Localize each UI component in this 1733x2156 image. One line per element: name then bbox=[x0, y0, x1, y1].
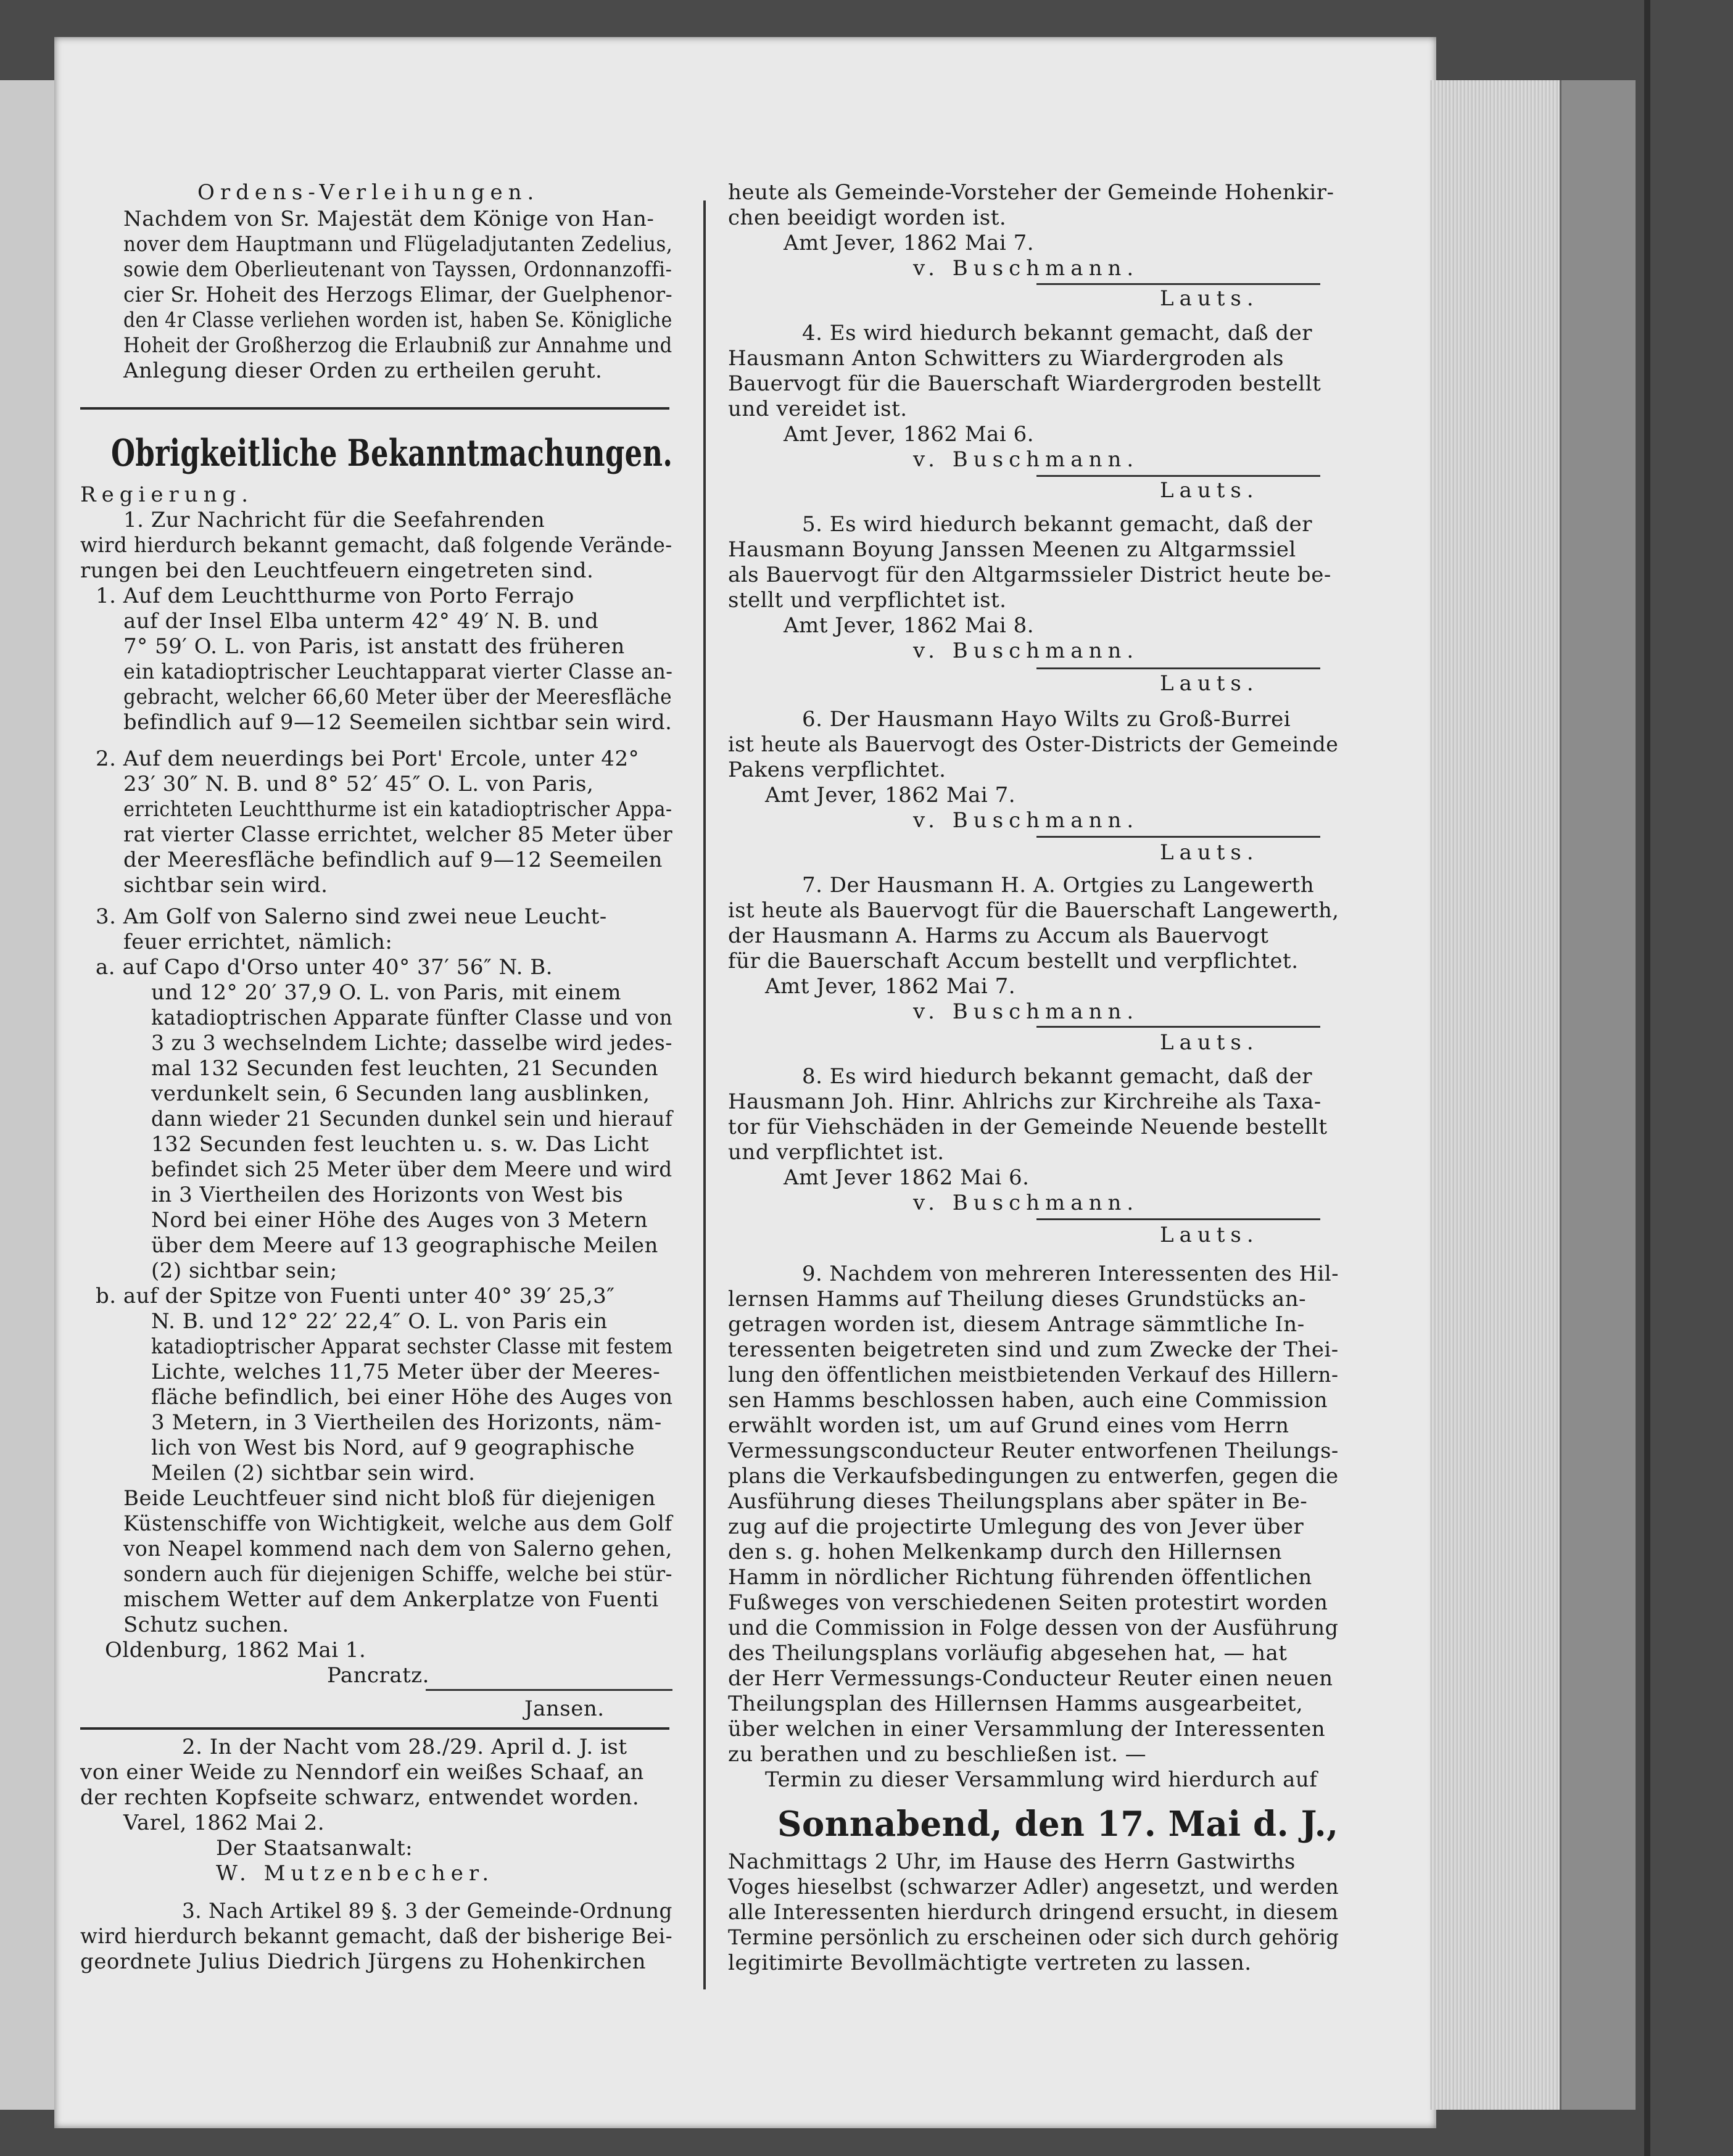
body-line: ist heute als Bauervogt des Oster-Districts der Gemeinde bbox=[728, 732, 1339, 757]
body-line: 1. Auf dem Leuchtthurme von Porto Ferrajo bbox=[96, 584, 574, 608]
body-line: befindlich auf 9—12 Seemeilen sichtbar sein wird. bbox=[123, 710, 672, 735]
orders-heading: Ordens-Verleihungen. bbox=[197, 180, 540, 205]
body-line: und die Commission in Folge dessen von der Ausführung bbox=[728, 1616, 1339, 1640]
body-line: der Herr Vermessungs-Conducteur Reuter einen neuen bbox=[728, 1666, 1333, 1691]
body-line: über dem Meere auf 13 geographische Meilen bbox=[151, 1233, 658, 1258]
body-line: ein katadioptrischer Leuchtapparat vierter Classe an- bbox=[123, 659, 673, 684]
body-line: N. B. und 12° 22′ 22,4″ O. L. von Paris ein bbox=[151, 1309, 608, 1334]
body-line: 4. Es wird hiedurch bekannt gemacht, daß der bbox=[802, 321, 1313, 345]
signature: W. Mutzenbecher. bbox=[216, 1861, 495, 1886]
body-line: dann wieder 21 Secunden dunkel sein und hierauf bbox=[151, 1107, 673, 1131]
body-line: stellt und verpflichtet ist. bbox=[728, 588, 1007, 613]
signature-rule bbox=[1036, 1218, 1320, 1220]
signature: Lauts. bbox=[1160, 286, 1259, 311]
body-line: des Theilungsplans vorläufig abgesehen hat, — hat bbox=[728, 1641, 1288, 1666]
signature: Lauts. bbox=[1160, 840, 1259, 865]
body-line: Nord bei einer Höhe des Auges von 3 Metern bbox=[151, 1208, 648, 1233]
body-line: tor für Viehschäden in der Gemeinde Neuende bestellt bbox=[728, 1115, 1328, 1139]
body-line: lung den öffentlichen meistbietenden Verkauf des Hillern- bbox=[728, 1363, 1339, 1387]
body-line: gebracht, welcher 66,60 Meter über der Meeresfläche bbox=[123, 685, 672, 709]
body-line: Hausmann Anton Schwitters zu Wiardergroden als bbox=[728, 346, 1284, 371]
body-line: 3. Am Golf von Salerno sind zwei neue Leucht- bbox=[96, 904, 607, 929]
body-line: feuer errichtet, nämlich: bbox=[123, 930, 393, 954]
body-line: verdunkelt sein, 6 Secunden lang ausblinken, bbox=[151, 1081, 650, 1106]
body-line: Hausmann Boyung Janssen Meenen zu Altgarmssiel bbox=[728, 537, 1296, 562]
body-line: Küstenschiffe von Wichtigkeit, welche aus dem Golf bbox=[123, 1511, 672, 1536]
signature: v. Buschmann. bbox=[913, 808, 1139, 833]
body-line: katadioptrischer Apparat sechster Classe mit festem bbox=[151, 1334, 673, 1359]
orders-line-2: nover dem Hauptmann und Flügeladjutanten Zedelius, bbox=[123, 232, 673, 257]
body-line: heute als Gemeinde-Vorsteher der Gemeinde Hohenkir- bbox=[728, 180, 1334, 205]
announcements-heading: Obrigkeitliche Bekanntmachungen. bbox=[111, 432, 673, 475]
page-block-edge bbox=[1430, 80, 1560, 2110]
body-line: sen Hamms beschlossen haben, auch eine Commission bbox=[728, 1388, 1328, 1413]
body-line: mal 132 Secunden fest leuchten, 21 Secunden bbox=[151, 1056, 659, 1081]
body-line: Bauervogt für die Bauerschaft Wiardergroden bestellt bbox=[728, 371, 1321, 396]
section-divider bbox=[80, 1727, 669, 1730]
orders-line-5: den 4r Classe verliehen worden ist, haben Se. Königliche bbox=[123, 308, 672, 332]
body-line: in 3 Viertheilen des Horizonts von West bis bbox=[151, 1183, 624, 1207]
body-line: a. auf Capo d'Orso unter 40° 37′ 56″ N. B. bbox=[96, 955, 553, 980]
body-line: 23′ 30″ N. B. und 8° 52′ 45″ O. L. von Paris, bbox=[123, 772, 594, 796]
body-line: Hamm in nördlicher Richtung führenden öffentlichen bbox=[728, 1565, 1312, 1590]
body-line: Lichte, welches 11,75 Meter über der Meeres- bbox=[151, 1360, 661, 1384]
body-line: Der Staatsanwalt: bbox=[216, 1836, 413, 1861]
body-line: rungen bei den Leuchtfeuern eingetreten sind. bbox=[80, 558, 594, 583]
body-line: für die Bauerschaft Accum bestellt und verpflichtet. bbox=[728, 949, 1299, 973]
signature-rule bbox=[1036, 1026, 1320, 1028]
body-line: getragen worden ist, diesem Antrage sämmtliche In- bbox=[728, 1312, 1305, 1337]
body-line: geordnete Julius Diedrich Jürgens zu Hohenkirchen bbox=[80, 1949, 646, 1974]
signature-rule bbox=[1036, 667, 1320, 669]
signature-rule bbox=[426, 1689, 672, 1691]
signature: v. Buschmann. bbox=[913, 256, 1139, 281]
body-line: Pakens verpflichtet. bbox=[728, 758, 946, 782]
body-line: 2. Auf dem neuerdings bei Port' Ercole, unter 42° bbox=[96, 746, 640, 771]
body-line: zu berathen und zu beschließen ist. — bbox=[728, 1742, 1147, 1767]
signature: Pancratz. bbox=[327, 1663, 429, 1688]
body-line: errichteten Leuchtthurme ist ein katadioptrischer Appa- bbox=[123, 797, 672, 822]
signature: Lauts. bbox=[1160, 671, 1259, 696]
body-line: Vermessungsconducteur Reuter entworfenen Theilungs- bbox=[728, 1439, 1339, 1463]
book-cover-edge bbox=[1560, 80, 1636, 2110]
orders-line-7: Anlegung dieser Orden zu ertheilen geruht. bbox=[123, 358, 603, 383]
body-line: 6. Der Hausmann Hayo Wilts zu Groß-Burrei bbox=[802, 707, 1291, 732]
body-line: sichtbar sein wird. bbox=[123, 873, 328, 898]
body-line: auf der Insel Elba unterm 42° 49′ N. B. und bbox=[123, 609, 599, 634]
signature-rule bbox=[1036, 283, 1320, 285]
regierung-heading: Regierung. bbox=[80, 482, 254, 507]
dateline: Amt Jever, 1862 Mai 7. bbox=[765, 783, 1016, 807]
signature: Lauts. bbox=[1160, 1030, 1259, 1055]
body-line: Fußweges von verschiedenen Seiten protestirt worden bbox=[728, 1590, 1328, 1615]
dateline: Amt Jever 1862 Mai 6. bbox=[784, 1165, 1030, 1190]
signature: v. Buschmann. bbox=[913, 999, 1139, 1024]
body-line: Hausmann Joh. Hinr. Ahlrichs zur Kirchreihe als Taxa- bbox=[728, 1089, 1321, 1114]
signature: Lauts. bbox=[1160, 1223, 1259, 1247]
body-line: Termin zu dieser Versammlung wird hierdurch auf bbox=[765, 1767, 1318, 1792]
body-line: und verpflichtet ist. bbox=[728, 1140, 945, 1165]
body-line: 132 Secunden fest leuchten u. s. w. Das Licht bbox=[151, 1132, 650, 1157]
signature: v. Buschmann. bbox=[913, 447, 1139, 472]
body-line: der rechten Kopfseite schwarz, entwendet worden. bbox=[80, 1785, 640, 1810]
body-line: der Meeresfläche befindlich auf 9—12 Seemeilen bbox=[123, 848, 663, 872]
orders-line-3: sowie dem Oberlieutenant von Tayssen, Ordonnanzoffi- bbox=[123, 257, 672, 282]
body-line: Nachmittags 2 Uhr, im Hause des Herrn Gastwirths bbox=[728, 1849, 1296, 1874]
body-line: von Neapel kommend nach dem von Salerno gehen, bbox=[123, 1537, 672, 1561]
right-border-bar bbox=[1644, 0, 1650, 2156]
body-line: legitimirte Bevollmächtigte vertreten zu lassen. bbox=[728, 1951, 1252, 1975]
signature: v. Buschmann. bbox=[913, 1191, 1139, 1215]
body-line: erwählt worden ist, um auf Grund eines vom Herrn bbox=[728, 1413, 1289, 1438]
body-line: Schutz suchen. bbox=[123, 1613, 289, 1637]
body-line: zug auf die projectirte Umlegung des von Jever über bbox=[728, 1514, 1304, 1539]
signature-rule bbox=[1036, 475, 1320, 477]
body-line: als Bauervogt für den Altgarmssieler District heute be- bbox=[728, 563, 1331, 587]
signature-rule bbox=[1036, 836, 1320, 838]
body-line: befindet sich 25 Meter über dem Meere und wird bbox=[151, 1157, 672, 1182]
body-line: den s. g. hohen Melkenkamp durch den Hillernsen bbox=[728, 1540, 1283, 1564]
signature: Lauts. bbox=[1160, 478, 1259, 503]
body-line: 2. In der Nacht vom 28./29. April d. J. ist bbox=[182, 1735, 627, 1759]
body-line: lich von West bis Nord, auf 9 geographische bbox=[151, 1435, 635, 1460]
body-line: und vereidet ist. bbox=[728, 397, 908, 421]
orders-line-1: Nachdem von Sr. Majestät dem Könige von Han- bbox=[123, 207, 655, 231]
body-line: wird hierdurch bekannt gemacht, daß der bisherige Bei- bbox=[80, 1924, 673, 1949]
body-line: chen beeidigt worden ist. bbox=[728, 205, 1007, 230]
body-line: 3 zu 3 wechselndem Lichte; dasselbe wird jedes- bbox=[151, 1031, 673, 1055]
dateline: Amt Jever, 1862 Mai 7. bbox=[784, 231, 1035, 255]
dateline: Amt Jever, 1862 Mai 8. bbox=[784, 613, 1035, 638]
body-line: und 12° 20′ 37,9 O. L. von Paris, mit einem bbox=[151, 980, 621, 1005]
body-line: (2) sichtbar sein; bbox=[151, 1258, 337, 1283]
body-line: Theilungsplan des Hillernsen Hamms ausgearbeitet, bbox=[728, 1691, 1304, 1716]
left-page-edge bbox=[0, 80, 57, 2110]
body-line: 1. Zur Nachricht für die Seefahrenden bbox=[123, 508, 545, 532]
body-line: von einer Weide zu Nenndorf ein weißes Schaaf, an bbox=[80, 1760, 644, 1785]
body-line: plans die Verkaufsbedingungen zu entwerfen, gegen die bbox=[728, 1464, 1339, 1489]
body-line: 3. Nach Artikel 89 §. 3 der Gemeinde-Ordnung bbox=[182, 1899, 672, 1923]
body-line: katadioptrischen Apparate fünfter Classe und von bbox=[151, 1006, 673, 1030]
signature: Jansen. bbox=[524, 1696, 605, 1721]
dateline: Amt Jever, 1862 Mai 6. bbox=[784, 422, 1035, 447]
meeting-date: Sonnabend, den 17. Mai d. J., bbox=[777, 1804, 1339, 1844]
body-line: Meilen (2) sichtbar sein wird. bbox=[151, 1461, 476, 1485]
body-line: alle Interessenten hierdurch dringend ersucht, in diesem bbox=[728, 1900, 1339, 1925]
body-line: 7° 59′ O. L. von Paris, ist anstatt des früheren bbox=[123, 634, 625, 659]
body-line: 3 Metern, in 3 Viertheilen des Horizonts, näm- bbox=[151, 1410, 662, 1435]
body-line: 5. Es wird hiedurch bekannt gemacht, daß der bbox=[802, 512, 1313, 537]
body-line: Termine persönlich zu erscheinen oder sich durch gehörig bbox=[728, 1925, 1339, 1950]
body-line: Beide Leuchtfeuer sind nicht bloß für diejenigen bbox=[123, 1486, 656, 1511]
column-divider bbox=[703, 200, 706, 1989]
dateline: Varel, 1862 Mai 2. bbox=[123, 1811, 325, 1835]
body-line: 7. Der Hausmann H. A. Ortgies zu Langewerth bbox=[802, 873, 1315, 898]
body-line: 9. Nachdem von mehreren Interessenten des Hil- bbox=[802, 1262, 1339, 1286]
body-line: fläche befindlich, bei einer Höhe des Auges von bbox=[151, 1385, 673, 1410]
body-line: lernsen Hamms auf Theilung dieses Grundstücks an- bbox=[728, 1287, 1307, 1311]
body-line: rat vierter Classe errichtet, welcher 85 Meter über bbox=[123, 822, 673, 847]
body-line: mischem Wetter auf dem Ankerplatze von Fuenti bbox=[123, 1587, 659, 1612]
signature: v. Buschmann. bbox=[913, 638, 1139, 663]
dateline: Oldenburg, 1862 Mai 1. bbox=[105, 1638, 366, 1662]
body-line: 8. Es wird hiedurch bekannt gemacht, daß der bbox=[802, 1064, 1313, 1089]
body-line: b. auf der Spitze von Fuenti unter 40° 39′ 25,3″ bbox=[96, 1284, 615, 1308]
body-line: über welchen in einer Versammlung der Interessenten bbox=[728, 1717, 1326, 1741]
body-line: Ausführung dieses Theilungsplans aber später in Be- bbox=[728, 1489, 1308, 1514]
body-line: ist heute als Bauervogt für die Bauerschaft Langewerth, bbox=[728, 898, 1339, 923]
body-line: sondern auch für diejenigen Schiffe, welche bei stür- bbox=[123, 1562, 672, 1587]
section-divider bbox=[80, 407, 669, 410]
body-line: wird hierdurch bekannt gemacht, daß folgende Verände- bbox=[80, 533, 672, 558]
dateline: Amt Jever, 1862 Mai 7. bbox=[765, 974, 1016, 999]
body-line: teressenten beigetreten sind und zum Zwecke der Thei- bbox=[728, 1337, 1339, 1362]
orders-line-6: Hoheit der Großherzog die Erlaubniß zur Annahme und bbox=[123, 333, 672, 358]
orders-line-4: cier Sr. Hoheit des Herzogs Elimar, der Guelphenor- bbox=[123, 283, 673, 307]
body-line: der Hausmann A. Harms zu Accum als Bauervogt bbox=[728, 923, 1269, 948]
body-line: Voges hieselbst (schwarzer Adler) angesetzt, und werden bbox=[728, 1875, 1339, 1899]
